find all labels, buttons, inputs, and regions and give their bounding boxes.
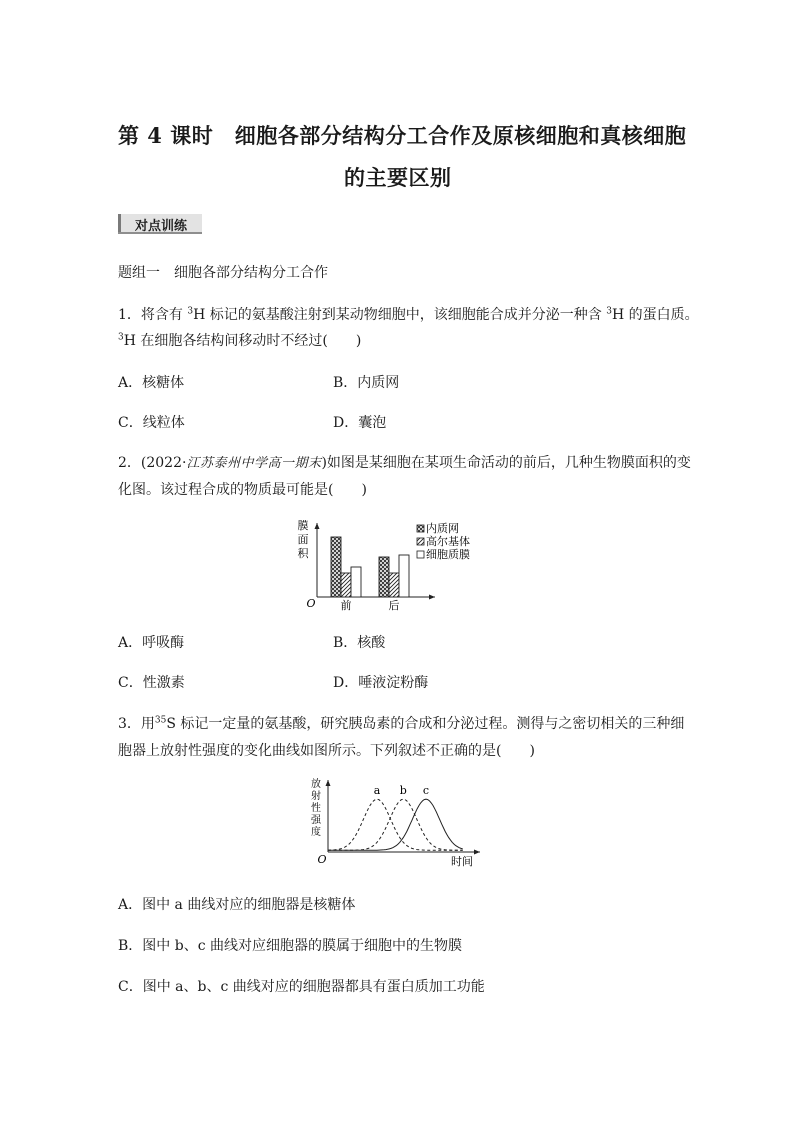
- y-axis-label-char: 强: [311, 815, 321, 826]
- x-axis-label: 时间: [451, 855, 473, 868]
- q1-option-d: D．囊泡: [333, 415, 387, 431]
- question-group-heading: 题组一 细胞各部分结构分工合作: [118, 265, 328, 281]
- y-axis-label-char: 面: [297, 533, 309, 546]
- bar-内质网: [331, 537, 341, 597]
- y-axis-label-char: 度: [311, 827, 321, 838]
- chart2-curves: [328, 799, 463, 850]
- q3-option-a: A．图中 a 曲线对应的细胞器是核糖体: [118, 897, 356, 913]
- legend-swatch-内质网: [417, 525, 424, 532]
- q2-option-a: A．呼吸酶: [118, 635, 185, 651]
- legend-swatch-细胞质膜: [417, 551, 424, 558]
- q2-option-d: D．唾液淀粉酶: [333, 675, 429, 691]
- legend-label: 内质网: [426, 522, 459, 535]
- q2-option-b: B．核酸: [333, 635, 386, 651]
- bar-细胞质膜: [351, 567, 361, 597]
- y-axis-label-char: 放: [311, 779, 321, 790]
- legend-swatch-高尔基体: [417, 538, 424, 545]
- q2-source: 江苏泰州中学高一期末: [186, 456, 322, 471]
- radioactivity-line-chart: [298, 772, 488, 872]
- page-title-line1: 第 4 课时 细胞各部分结构分工合作及原核细胞和真核细胞: [118, 123, 687, 148]
- q1-stem-text: H 的蛋白质。: [611, 307, 699, 323]
- q3-option-b: B．图中 b、c 曲线对应细胞器的膜属于细胞中的生物膜: [118, 938, 462, 954]
- q1-option-b: B．内质网: [333, 375, 400, 391]
- y-axis-label-char: 射: [311, 791, 321, 802]
- q3-option-c: C．图中 a、b、c 曲线对应的细胞器都具有蛋白质加工功能: [118, 979, 485, 995]
- q1-option-c: C．线粒体: [118, 415, 185, 431]
- y-axis-label-char: 积: [297, 547, 309, 560]
- q3-stem-line2: 胞器上放射性强度的变化曲线如图所示。下列叙述不正确的是( ): [118, 743, 535, 759]
- page-title-line2: 的主要区别: [344, 165, 452, 190]
- x-tick-label: 前: [340, 599, 352, 612]
- section-tag-label: 对点训练: [135, 219, 188, 234]
- q2-stem-text: 2．(2022·: [118, 455, 187, 471]
- bar-内质网: [379, 557, 389, 597]
- legend-label: 高尔基体: [426, 535, 470, 548]
- q1-stem-line1: [118, 304, 699, 324]
- q3-stem-text: S 标记一定量的氨基酸，研究胰岛素的合成和分泌过程。测得与之密切相关的三种细: [166, 716, 685, 732]
- section-tag: [118, 214, 202, 234]
- q1-stem-line2: [118, 330, 361, 350]
- q1-stem-text: 1．将含有: [118, 307, 188, 323]
- q1-stem-text: H 在细胞各结构间移动时不经过( ): [123, 333, 362, 349]
- curve-c: [328, 799, 463, 850]
- y-axis-arrow: [315, 523, 320, 529]
- q2-option-c: C．性激素: [118, 675, 185, 691]
- chart1-bars: [331, 537, 409, 597]
- q1-superscript: 3: [187, 306, 194, 317]
- chart1-legend: [417, 521, 470, 561]
- origin-label: O: [306, 597, 316, 610]
- bar-细胞质膜: [399, 555, 409, 597]
- q2-stem-line2: 化图。该过程合成的物质最可能是( ): [118, 482, 367, 498]
- q1-stem-text: H 标记的氨基酸注射到某动物细胞中，该细胞能合成并分泌一种含: [193, 307, 607, 323]
- curve-label-a: a: [373, 783, 381, 797]
- section-tag-bar: [118, 214, 121, 232]
- x-axis-arrow: [474, 850, 480, 855]
- x-tick-label: 后: [388, 599, 400, 612]
- q2-stem-text: )如图是某细胞在某项生命活动的前后，几种生物膜面积的变: [321, 455, 691, 471]
- q3-stem-line1: [118, 713, 684, 733]
- membrane-area-bar-chart: [295, 515, 485, 615]
- y-axis-label-char: 膜: [297, 519, 309, 532]
- q1-superscript: 3: [606, 306, 612, 317]
- origin-label: O: [317, 853, 327, 866]
- q2-stem-line1: [118, 452, 691, 472]
- q1-option-a: A．核糖体: [118, 375, 185, 391]
- bar-高尔基体: [341, 573, 351, 597]
- q1-superscript: 3: [118, 332, 124, 343]
- q3-stem-text: 3．用: [118, 716, 155, 732]
- y-axis-arrow: [326, 780, 331, 786]
- q3-superscript: 35: [154, 715, 167, 726]
- y-axis-label-char: 性: [311, 803, 321, 814]
- bar-高尔基体: [389, 573, 399, 597]
- x-axis-arrow: [429, 595, 435, 600]
- legend-label: 细胞质膜: [426, 548, 470, 561]
- curve-label-c: c: [422, 783, 430, 797]
- curve-label-b: b: [399, 783, 407, 797]
